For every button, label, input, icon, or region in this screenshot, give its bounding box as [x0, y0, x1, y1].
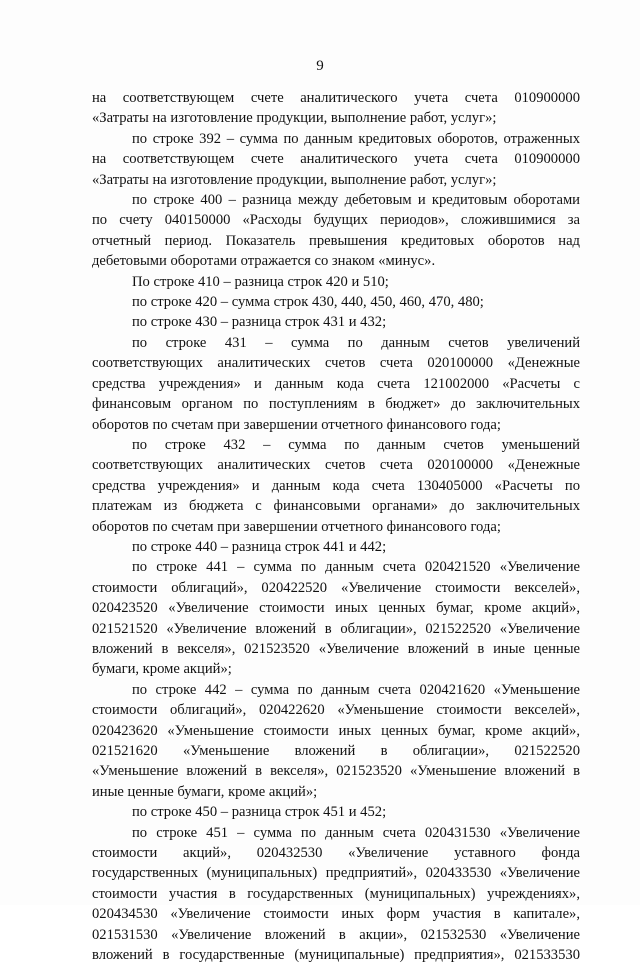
text-line: вложений в векселя», 021523520 «Увеличение вложений в иные ценные	[92, 640, 580, 657]
text-line: дебетовыми оборотами отражается со знаком «минус».	[92, 253, 436, 270]
text-line: по счету 040150000 «Расходы будущих периодов», сложившимися за	[92, 212, 580, 229]
text-line: 021521620 «Уменьшение вложений в облигации», 021522520	[92, 743, 580, 759]
document-body-text	[92, 88, 580, 965]
text-line: средства учреждения» и данным кода счета 121002000 «Расчеты с	[92, 375, 580, 392]
text-line: По строке 410 – разница строк 420 и 510;	[132, 273, 389, 290]
text-line: «Уменьшение вложений в векселя», 021523520 «Уменьшение вложений в	[92, 763, 580, 780]
text-line: по строке 451 – сумма по данным счета 020431530 «Увеличение	[132, 824, 580, 841]
text-line: 021521520 «Увеличение вложений в облигации», 021522520 «Увеличение	[92, 620, 580, 637]
text-line: соответствующих аналитических счетов счета 020100000 «Денежные	[92, 355, 580, 372]
text-line: по строке 392 – сумма по данным кредитовых оборотов, отраженных	[132, 130, 580, 147]
text-line: на соответствующем счете аналитического учета счета 010900000	[92, 90, 580, 106]
text-line: стоимости облигаций», 020422620 «Уменьшение стоимости векселей»,	[92, 702, 580, 719]
text-line: 020423620 «Уменьшение стоимости иных ценных бумаг, кроме акций»,	[92, 722, 580, 739]
text-line: вложений в государственные (муниципальные) предприятия», 021533530	[92, 947, 580, 964]
text-line: бумаги, кроме акций»;	[92, 661, 232, 678]
text-line: иные ценные бумаги, кроме акций»;	[92, 783, 318, 800]
text-line: стоимости акций», 020432530 «Увеличение уставного фонда	[92, 845, 580, 862]
text-line: по строке 440 – разница строк 441 и 442;	[132, 538, 387, 555]
text-line: по строке 431 – сумма по данным счетов увеличений	[132, 334, 580, 351]
text-line: оборотов по счетам при завершении отчетного финансового года;	[92, 518, 501, 535]
text-line: отчетный период. Показатель превышения кредитовых оборотов над	[92, 232, 580, 249]
text-line: платежам из бюджета с финансовыми органами» до заключительных	[92, 498, 580, 515]
text-line: по строке 420 – сумма строк 430, 440, 450, 460, 470, 480;	[132, 294, 484, 311]
text-line: на соответствующем счете аналитического учета счета 010900000	[92, 151, 580, 168]
text-line: «Затраты на изготовление продукции, выполнение работ, услуг»;	[92, 110, 497, 127]
text-line: финансовым органом по поступлениям в бюджет» до заключительных	[92, 396, 580, 413]
text-line: по строке 432 – сумма по данным счетов уменьшений	[132, 436, 580, 453]
text-line: соответствующих аналитических счетов счета 020100000 «Денежные	[92, 457, 580, 474]
text-line: стоимости облигаций», 020422520 «Увеличение стоимости векселей»,	[92, 579, 580, 596]
text-line: по строке 400 – разница между дебетовым и кредитовым оборотами	[132, 192, 580, 209]
text-line: «Затраты на изготовление продукции, выполнение работ, услуг»;	[92, 171, 497, 188]
text-line: средства учреждения» и данным кода счета 130405000 «Расчеты по	[92, 477, 580, 494]
text-line: по строке 442 – сумма по данным счета 020421620 «Уменьшение	[132, 681, 580, 698]
text-line: по строке 441 – сумма по данным счета 020421520 «Увеличение	[132, 559, 580, 576]
text-line: по строке 430 – разница строк 431 и 432;	[132, 314, 387, 331]
page-number: 9	[316, 58, 324, 74]
text-line: государственных (муниципальных) предприятий», 020433530 «Увеличение	[92, 865, 580, 882]
text-line: стоимости участия в государственных (муниципальных) учреждениях»,	[92, 885, 580, 902]
text-line: по строке 450 – разница строк 451 и 452;	[132, 804, 387, 821]
text-line: 020423520 «Увеличение стоимости иных ценных бумаг, кроме акций»,	[92, 600, 580, 617]
text-line: 021531530 «Увеличение вложений в акции», 021532530 «Увеличение	[92, 926, 580, 943]
text-line: 020434530 «Увеличение стоимости иных форм участия в капитале»,	[92, 906, 580, 923]
text-line: оборотов по счетам при завершении отчетного финансового года;	[92, 416, 501, 433]
